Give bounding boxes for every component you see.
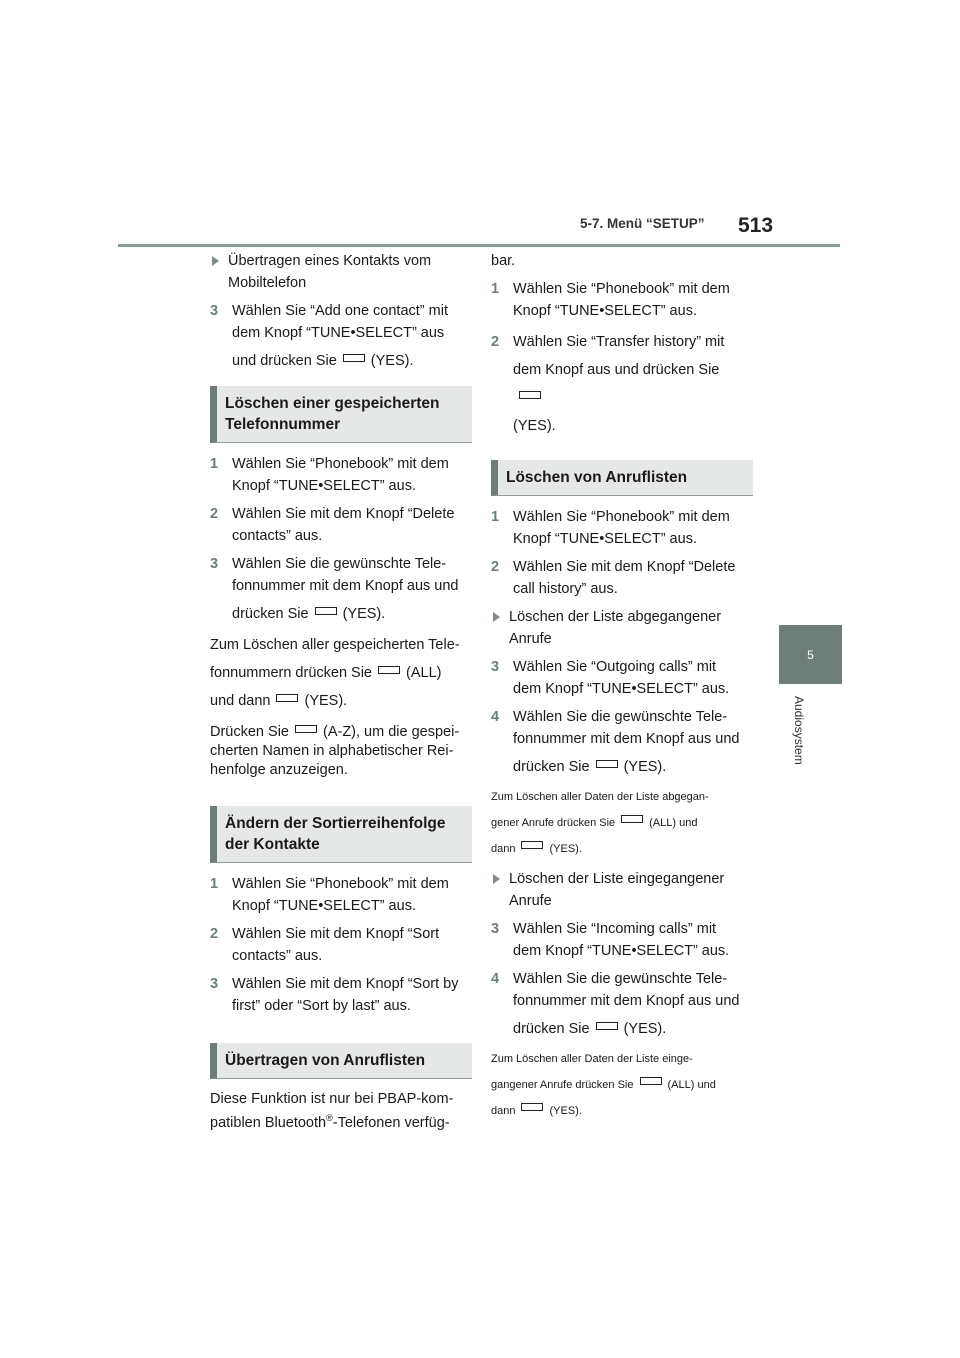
softkey-button-icon — [343, 354, 365, 362]
step-number: 1 — [491, 509, 500, 525]
right-column — [491, 250, 753, 1124]
softkey-button-icon — [621, 815, 643, 823]
step-number: 3 — [491, 659, 500, 675]
step-item: 2 Wählen Sie “Transfer history” mit dem Knopf aus und drücken Sie (YES). — [491, 328, 753, 440]
section-heading: Löschen einer gespeicherten Telefonnummer — [210, 386, 472, 443]
small-note: Zum Löschen aller Daten der Liste abgegan- gener Anrufe drücken Sie (ALL) und dann (YES). — [491, 791, 709, 855]
triangle-bullet-icon — [493, 874, 500, 884]
step-item: 1 Wählen Sie “Phonebook” mit dem Knopf “TUNE•SELECT” aus. — [210, 453, 472, 497]
step-item: 1 Wählen Sie “Phonebook” mit dem Knopf “TUNE•SELECT” aus. — [210, 873, 472, 917]
note-paragraph: Drücken Sie (A-Z), um die gespei- cherten Namen in alphabetischer Rei- henfolge anzuzeigen. — [210, 724, 460, 778]
step-number: 4 — [491, 971, 500, 987]
note-paragraph: Diese Funktion ist nur bei PBAP-kom- patiblen Bluetooth®-Telefonen verfüg- — [210, 1091, 454, 1131]
note-paragraph: Zum Löschen aller gespeicherten Tele- fonnummern drücken Sie (ALL) und dann (YES). — [210, 637, 460, 709]
step-item: 2 Wählen Sie mit dem Knopf “Delete contacts” aus. — [210, 503, 472, 547]
softkey-button-icon — [276, 694, 298, 702]
section-heading: Löschen von Anruflisten — [491, 460, 753, 496]
step-number: 4 — [491, 709, 500, 725]
softkey-button-icon — [596, 1022, 618, 1030]
step-number: 3 — [210, 976, 219, 992]
chapter-tab — [779, 625, 842, 684]
step-item: 4 Wählen Sie die gewünschte Tele- fonnummer mit dem Knopf aus und drücken Sie (YES). — [491, 968, 753, 1040]
subsection-bullet: Übertragen eines Kontakts vom Mobiltelefon — [210, 250, 472, 294]
step-item: 3 Wählen Sie “Outgoing calls” mit dem Knopf “TUNE•SELECT” aus. — [491, 656, 753, 700]
small-note: Zum Löschen aller Daten der Liste einge- gangener Anrufe drücken Sie (ALL) und dann (YES). — [491, 1053, 716, 1117]
softkey-button-icon — [295, 725, 317, 733]
step-item: 1 Wählen Sie “Phonebook” mit dem Knopf “TUNE•SELECT” aus. — [491, 506, 753, 550]
section-heading: Übertragen von Anruflisten — [210, 1043, 472, 1079]
continuation-text: bar. — [491, 253, 516, 269]
triangle-bullet-icon — [212, 256, 219, 266]
subsection-bullet: Löschen der Liste abgegangener Anrufe — [491, 606, 753, 650]
subsection-bullet: Löschen der Liste eingegangener Anrufe — [491, 868, 753, 912]
step-item: 3 Wählen Sie “Add one contact” mit dem Knopf “TUNE•SELECT” aus und drücken Sie (YES). — [210, 300, 472, 372]
step-number: 3 — [491, 921, 500, 937]
step-item: 4 Wählen Sie die gewünschte Tele- fonnummer mit dem Knopf aus und drücken Sie (YES). — [491, 706, 753, 778]
header-divider — [118, 244, 840, 247]
chapter-title: Audiosystem — [792, 696, 806, 765]
step-item: 3 Wählen Sie die gewünschte Tele- fonnummer mit dem Knopf aus und drücken Sie (YES). — [210, 553, 472, 625]
softkey-button-icon — [378, 666, 400, 674]
step-item: 1 Wählen Sie “Phonebook” mit dem Knopf “TUNE•SELECT” aus. — [491, 278, 753, 322]
step-item: 2 Wählen Sie mit dem Knopf “Delete call history” aus. — [491, 556, 753, 600]
softkey-button-icon — [640, 1077, 662, 1085]
chapter-number: 5 — [807, 647, 814, 662]
softkey-button-icon — [519, 391, 541, 399]
step-number: 1 — [491, 281, 500, 297]
softkey-button-icon — [315, 607, 337, 615]
softkey-button-icon — [521, 1103, 543, 1111]
step-number: 1 — [210, 456, 219, 472]
left-column — [210, 250, 472, 1141]
step-number: 2 — [210, 506, 219, 522]
softkey-button-icon — [521, 841, 543, 849]
step-number: 3 — [210, 556, 219, 572]
step-number: 2 — [210, 926, 219, 942]
section-title: 5-7. Menü “SETUP” — [580, 216, 705, 231]
step-item: 2 Wählen Sie mit dem Knopf “Sort contacts” aus. — [210, 923, 472, 967]
triangle-bullet-icon — [493, 612, 500, 622]
softkey-button-icon — [596, 760, 618, 768]
section-heading: Ändern der Sortierreihenfolge der Kontakte — [210, 806, 472, 863]
step-item: 3 Wählen Sie mit dem Knopf “Sort by first” oder “Sort by last” aus. — [210, 973, 472, 1017]
step-number: 1 — [210, 876, 219, 892]
step-number: 3 — [210, 303, 219, 319]
page-number: 513 — [738, 214, 774, 237]
step-number: 2 — [491, 334, 500, 350]
step-item: 3 Wählen Sie “Incoming calls” mit dem Knopf “TUNE•SELECT” aus. — [491, 918, 753, 962]
step-number: 2 — [491, 559, 500, 575]
